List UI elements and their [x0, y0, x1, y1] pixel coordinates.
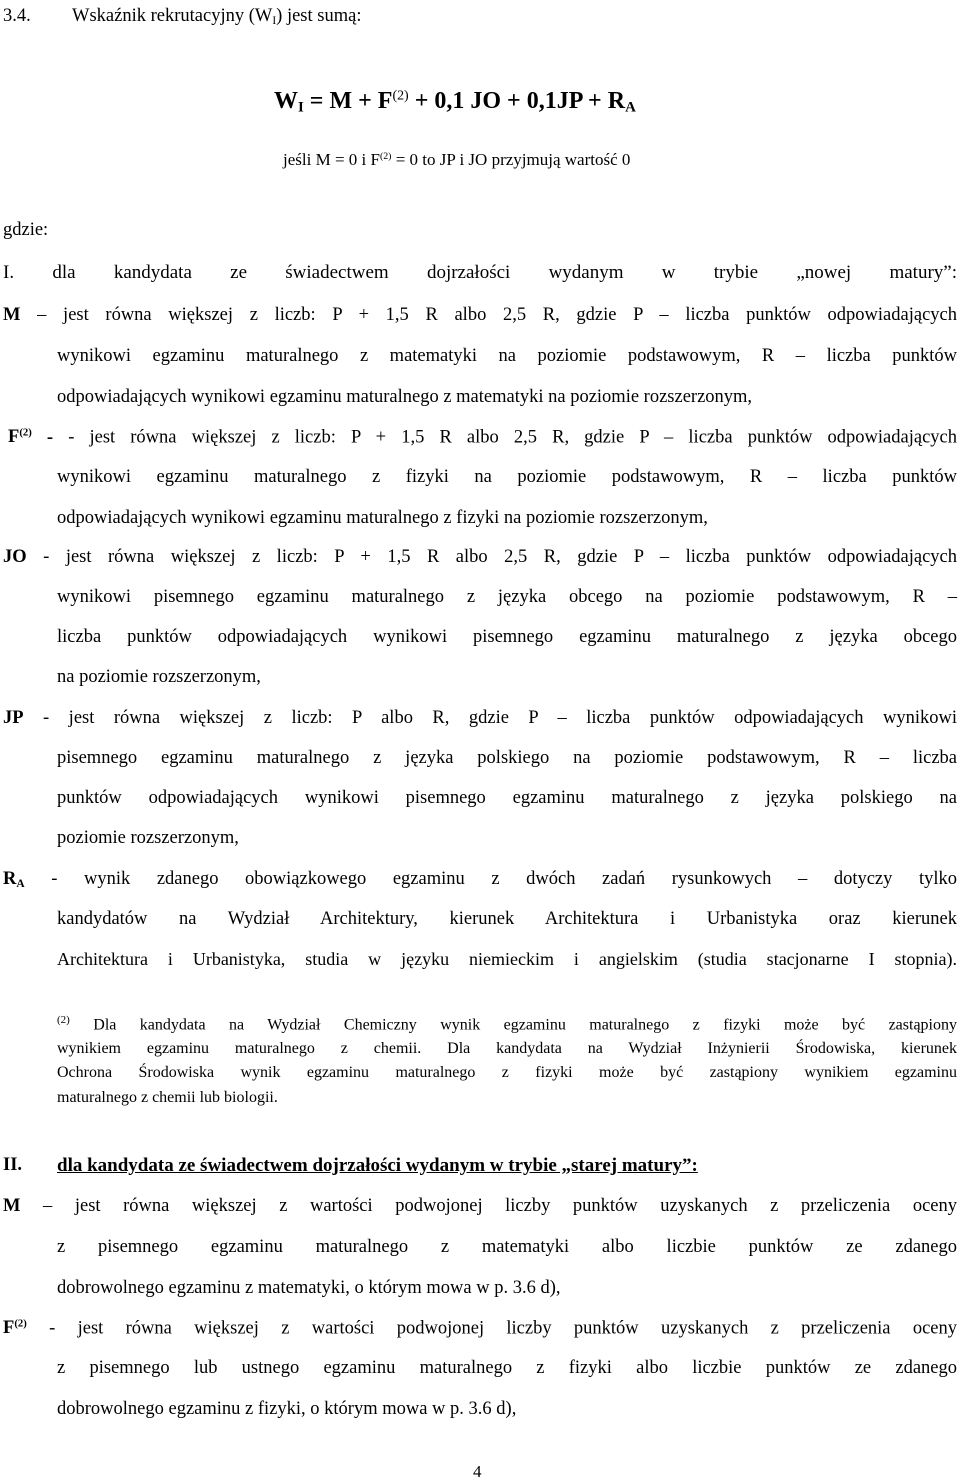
- formula-eq: = M + F: [303, 88, 393, 114]
- definition-m-line: odpowiadających wynikowi egzaminu maturalnego z matematyki na poziomie rozszerzonym,: [57, 387, 753, 407]
- definition-jo-line: wynikowi pisemnego egzaminu maturalnego z języka obcego na poziomie podstawowym, R –: [57, 587, 957, 607]
- footnote-line: Dla kandydata na Wydział Chemiczny wynik egzaminu maturalnego z fizyki może być zastąpiony: [69, 1016, 957, 1034]
- definition-m-old: [3, 1196, 957, 1217]
- definition-jp-line: pisemnego egzaminu maturalnego z języka polskiego na poziomie podstawowym, R – liczba: [57, 748, 957, 768]
- section-ii-number: II.: [3, 1155, 23, 1175]
- term-r-sub: A: [16, 877, 25, 890]
- condition-sup: (2): [379, 151, 392, 163]
- footnote-line: maturalnego z chemii lub biologii.: [57, 1089, 278, 1106]
- section-i-heading: I. dla kandydata ze świadectwem dojrzałości wydanym w trybie „nowej matury”:: [3, 262, 957, 283]
- formula-w-sub: I: [298, 99, 304, 116]
- section-title: [72, 6, 361, 27]
- definition-m-old-line: z pisemnego egzaminu maturalnego z matematyki albo liczbie punktów ze zdanego: [57, 1237, 957, 1257]
- definition-ra-line: Architektura i Urbanistyka, studia w języku niemieckim i angielskim (studia stacjonarne I stopnia).: [57, 949, 957, 969]
- definition-f-old-line: - jest równa większej z wartości podwojonej liczby punktów uzyskanych z przeliczenia oceny: [49, 1318, 958, 1339]
- definition-jo: [3, 547, 957, 568]
- term-jo: JO: [3, 547, 27, 567]
- formula: [274, 88, 636, 117]
- term-f-old: F: [3, 1318, 15, 1339]
- definition-jp-line: poziomie rozszerzonym,: [57, 828, 239, 848]
- section-title-sub: I: [272, 14, 277, 27]
- term-jp: JP: [3, 708, 24, 728]
- term-f-old-sup: (2): [14, 1318, 27, 1330]
- definition-m: [3, 305, 957, 326]
- condition-text-end: = 0 to JP i JO przyjmują wartość 0: [391, 150, 631, 169]
- definition-f-old: [3, 1318, 957, 1339]
- page-number: 4: [473, 1462, 482, 1481]
- term-f: F: [8, 427, 20, 448]
- term-f-sup: (2): [19, 427, 32, 439]
- formula-w: W: [274, 88, 298, 114]
- definition-m-old-line: – jest równa większej z wartości podwojonej liczby punktów uzyskanych z przeliczenia oceny: [43, 1196, 958, 1216]
- definition-f-line: wynikowi egzaminu maturalnego z fizyki na poziomie podstawowym, R – liczba punktów: [57, 467, 957, 487]
- section-ii-heading: dla kandydata ze świadectwem dojrzałości wydanym w trybie „starej matury”:: [57, 1155, 698, 1176]
- definition-m-line: wynikowi egzaminu maturalnego z matematyki na poziomie podstawowym, R – liczba punktów: [57, 346, 957, 366]
- term-r: R: [3, 869, 17, 889]
- formula-rest: + 0,1 JO + 0,1JP + R: [408, 88, 626, 114]
- section-title-end: ) jest sumą:: [276, 6, 362, 26]
- definition-f-old-line: dobrowolnego egzaminu z fizyki, o którym mowa w p. 3.6 d),: [57, 1399, 517, 1419]
- footnote: [57, 1014, 957, 1035]
- definition-jp: [3, 708, 957, 729]
- formula-r-sub: A: [625, 99, 636, 116]
- definition-jp-line: - jest równa większej z liczb: P albo R, gdzie P – liczba punktów odpowiadających wynikowi: [43, 708, 957, 728]
- formula-f-sup: (2): [392, 88, 409, 104]
- definition-f-old-line: z pisemnego lub ustnego egzaminu maturalnego z fizyki albo liczbie punktów ze zdanego: [57, 1358, 957, 1378]
- definition-ra: [3, 869, 957, 890]
- condition-text: jeśli M = 0 i F: [283, 150, 380, 169]
- definition-f: $F^{(2)}$ - - jest równa większej z liczb: P + 1,5 R albo 2,5 R, gdzie P – liczba punktów odpowiadających: [8, 427, 957, 448]
- definition-m-line: – jest równa większej z liczb: P + 1,5 R albo 2,5 R, gdzie P – liczba punktów odpowiadających: [37, 305, 957, 325]
- term-m-old: M: [3, 1196, 21, 1216]
- definition-ra-line: - wynik zdanego obowiązkowego egzaminu z dwóch zadań rysunkowych – dotyczy tylko: [51, 869, 957, 889]
- footnote-line: wynikiem egzaminu maturalnego z chemii. Dla kandydata na Wydział Inżynierii Środowiska, kierunek: [57, 1040, 957, 1057]
- term-m: M: [3, 305, 21, 325]
- definition-m-old-line: dobrowolnego egzaminu z matematyki, o którym mowa w p. 3.6 d),: [57, 1278, 561, 1298]
- definition-jo-line: na poziomie rozszerzonym,: [57, 667, 261, 687]
- definition-f-line: odpowiadających wynikowi egzaminu maturalnego z fizyki na poziomie rozszerzonym,: [57, 508, 708, 528]
- footnote-line: Ochrona Środowiska wynik egzaminu maturalnego z fizyki może być zastąpiony wynikiem egzaminu: [57, 1064, 957, 1081]
- definition-jp-line: punktów odpowiadających wynikowi pisemnego egzaminu maturalnego z języka polskiego na: [57, 788, 957, 808]
- footnote-marker: (2): [57, 1014, 70, 1026]
- where-label: gdzie:: [3, 220, 49, 240]
- section-number: 3.4.: [3, 6, 31, 26]
- formula-condition: [283, 150, 630, 170]
- definition-jo-line: liczba punktów odpowiadających wynikowi pisemnego egzaminu maturalnego z języka obcego: [57, 627, 957, 647]
- section-title-text: Wskaźnik rekrutacyjny (W: [72, 6, 273, 26]
- definition-ra-line: kandydatów na Wydział Architektury, kierunek Architektura i Urbanistyka oraz kierunek: [57, 909, 957, 929]
- definition-f-line: - jest równa większej z liczb: P + 1,5 R albo 2,5 R, gdzie P – liczba punktów odpowiadających: [68, 427, 957, 448]
- definition-jo-line: - jest równa większej z liczb: P + 1,5 R albo 2,5 R, gdzie P – liczba punktów odpowiadających: [43, 547, 958, 567]
